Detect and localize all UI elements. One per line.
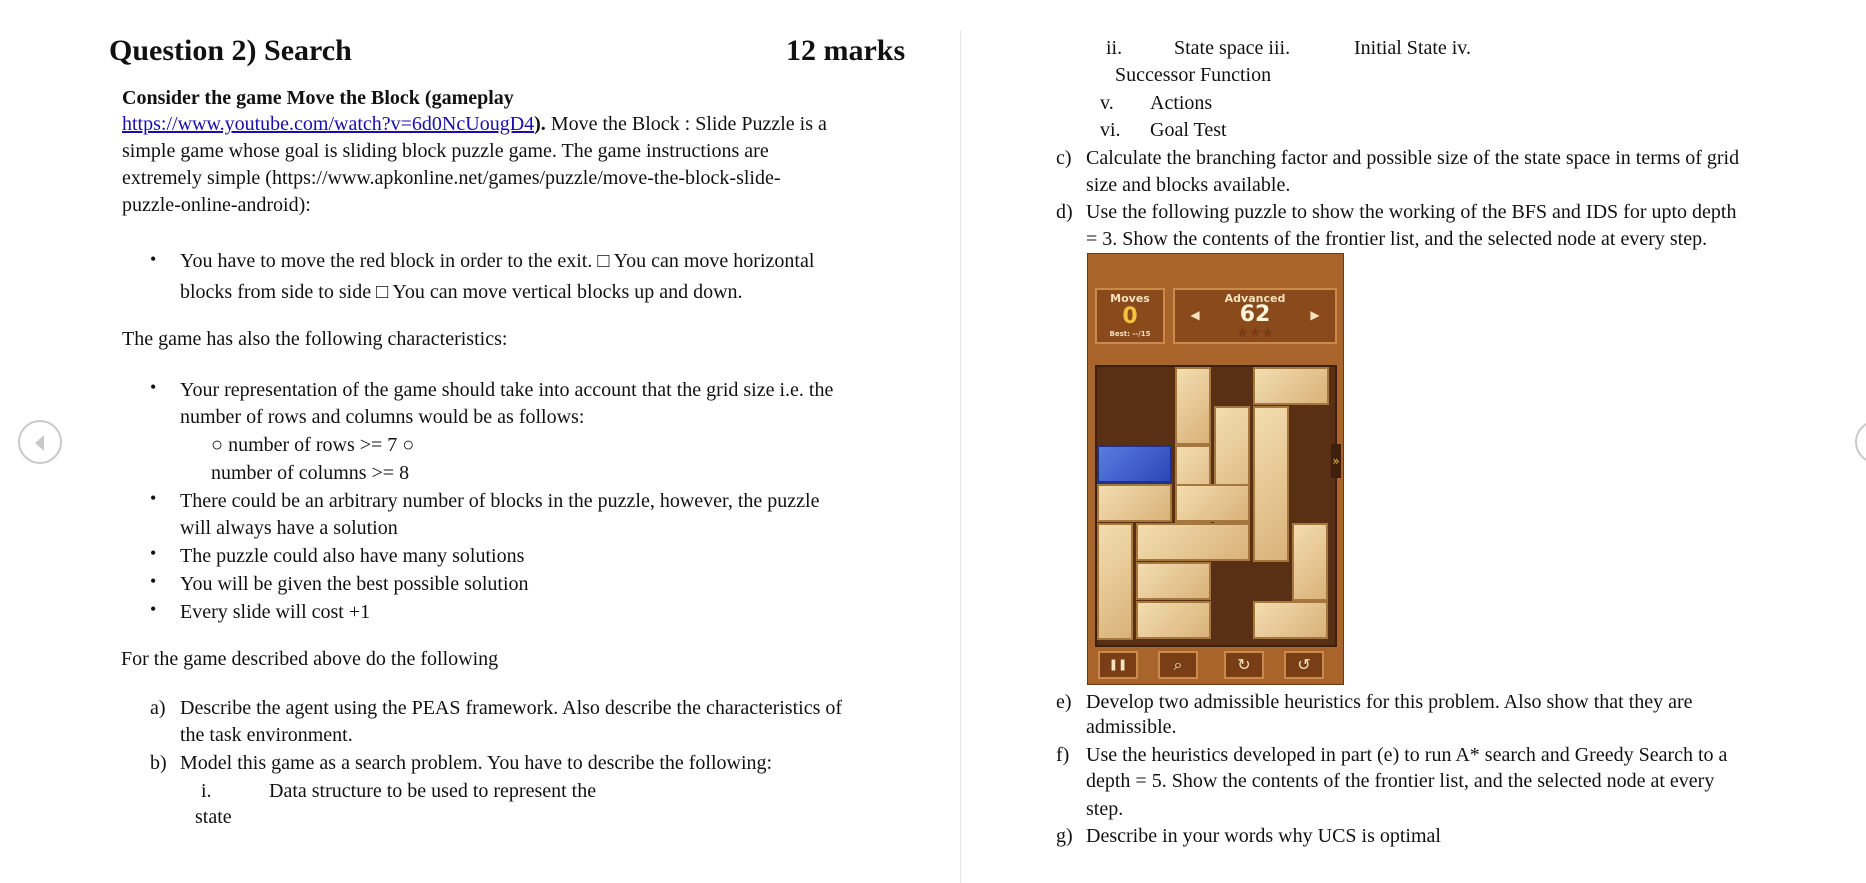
puzzle-board [1095,365,1337,647]
intro-line-3: simple game whose goal is sliding block puzzle game. The game instructions are [122,140,769,162]
hint-button[interactable]: ⌕ [1158,651,1198,679]
part-b-v-text: Actions [1150,92,1213,114]
level-value: 62 [1239,302,1271,327]
question-title: Question 2) Search [109,34,352,67]
do-following: For the game described above do the following [121,648,499,670]
part-a-line-2: the task environment. [180,724,353,746]
bullet-1-line-1: You have to move the red block in order to the exit. □ You can move horizontal [180,250,815,272]
bullet-dot: • [150,488,157,508]
bullet-dot: • [150,571,157,591]
part-e-label: e) [1056,691,1072,713]
part-b-i-text: Data structure to be used to represent the [269,780,597,802]
stars-icon: ★★★ [1236,325,1274,341]
restart-button[interactable]: ↻ [1224,651,1264,679]
intro-close: ). [534,113,546,135]
part-d-line-2: = 3. Show the contents of the frontier list, and the selected node at every step. [1086,228,1708,250]
prev-page-button[interactable] [18,420,62,464]
part-b-line-1: Model this game as a search problem. You have to describe the following: [180,752,773,774]
part-b-v-num: v. [1100,92,1114,114]
youtube-link[interactable]: https://www.youtube.com/watch?v=6d0NcUougD4 [122,113,535,135]
part-g-label: g) [1056,825,1073,847]
horizontal-block[interactable] [1136,523,1250,561]
part-c-label: c) [1056,147,1072,169]
moves-value: 0 [1122,304,1138,329]
intro-line-1 [122,85,514,112]
part-b-ii-num: ii. [1106,37,1123,59]
part-a-line-1: Describe the agent using the PEAS framework. Also describe the characteristics of [180,697,843,719]
bullet-dot: • [150,543,157,563]
char-1-line-1: Your representation of the game should take into account that the grid size i.e. the [180,379,834,401]
vertical-block[interactable] [1175,367,1211,445]
part-b-iii-text: Initial State iv. [1354,37,1472,59]
prev-level-icon[interactable]: ◀ [1190,308,1200,322]
horizontal-block[interactable] [1097,484,1172,522]
char-2-line-1: There could be an arbitrary number of blocks in the puzzle, however, the puzzle [180,490,820,512]
marks-label: 12 marks [786,34,906,67]
intro-line-2 [122,111,827,138]
part-b-label: b) [150,752,167,774]
vertical-block[interactable] [1292,523,1328,601]
intro-line-4: extremely simple (https://www.apkonline.net/games/puzzle/move-the-block-slide- [122,167,781,189]
level-box [1173,288,1337,344]
char-5: Every slide will cost +1 [180,601,371,623]
next-level-icon[interactable]: ▶ [1310,308,1320,322]
part-f-label: f) [1056,744,1070,766]
horizontal-block[interactable] [1136,562,1211,600]
horizontal-block[interactable] [1253,601,1328,639]
horizontal-block[interactable] [1253,367,1329,405]
chevron-left-icon [20,422,64,466]
part-e-line-1: Develop two admissible heuristics for this problem. Also show that they are [1086,691,1693,713]
bullet-1-line-2: blocks from side to side □ You can move vertical blocks up and down. [180,281,743,303]
char-3: The puzzle could also have many solutions [180,545,525,567]
undo-button[interactable]: ↺ [1284,651,1324,679]
pause-button[interactable]: ❚❚ [1098,651,1138,679]
best-label: Best: --/15 [1109,330,1151,338]
char-1-sub-1: ○ number of rows >= 7 ○ [211,434,415,456]
vertical-block[interactable] [1097,523,1133,640]
part-b-i-num: i. [201,780,212,802]
char-1-line-2: number of rows and columns would be as follows: [180,406,585,428]
part-f-line-3: step. [1086,798,1124,820]
vertical-block[interactable] [1253,406,1289,562]
part-f-line-2: depth = 5. Show the contents of the frontier list, and the selected node at every [1086,770,1715,792]
intro-line-5: puzzle-online-android): [122,194,311,216]
part-d-label: d) [1056,201,1073,223]
part-g-line-1: Describe in your words why UCS is optimal [1086,825,1441,847]
part-f-line-1: Use the heuristics developed in part (e) to run A* search and Greedy Search to a [1086,744,1728,766]
part-b-ii-text: State space iii. [1174,37,1291,59]
bullet-dot: • [150,249,157,269]
red-target-block[interactable] [1097,445,1172,483]
char-1-sub-2: number of columns >= 8 [211,462,410,484]
part-e-line-2: admissible. [1086,716,1177,738]
part-c-line-1: Calculate the branching factor and possible size of the state space in terms of grid [1086,147,1740,169]
part-c-line-2: size and blocks available. [1086,174,1291,196]
next-page-button[interactable] [1855,420,1866,464]
moves-label: Moves [1110,292,1150,305]
puzzle-screenshot [1087,253,1344,685]
part-b-iv-cont: Successor Function [1115,64,1272,86]
part-b-vi-text: Goal Test [1150,119,1227,141]
intro-bold: Consider the game Move the Block (gameplay [122,87,514,109]
level-label: Advanced [1224,292,1286,305]
bullet-dot: • [150,377,157,397]
exit-marker: » [1331,444,1341,478]
part-b-i-cont: state [195,806,232,828]
characteristics-heading: The game has also the following characteristics: [122,328,508,350]
horizontal-block[interactable] [1136,601,1211,639]
part-a-label: a) [150,697,166,719]
page-divider [960,30,961,883]
bullet-dot: • [150,599,157,619]
horizontal-block[interactable] [1175,484,1250,522]
part-b-vi-num: vi. [1100,119,1121,141]
part-d-line-1: Use the following puzzle to show the working of the BFS and IDS for upto depth [1086,201,1737,223]
char-4: You will be given the best possible solution [180,573,529,595]
char-2-line-2: will always have a solution [180,517,398,539]
intro-rest: Move the Block : Slide Puzzle is a [545,113,827,135]
